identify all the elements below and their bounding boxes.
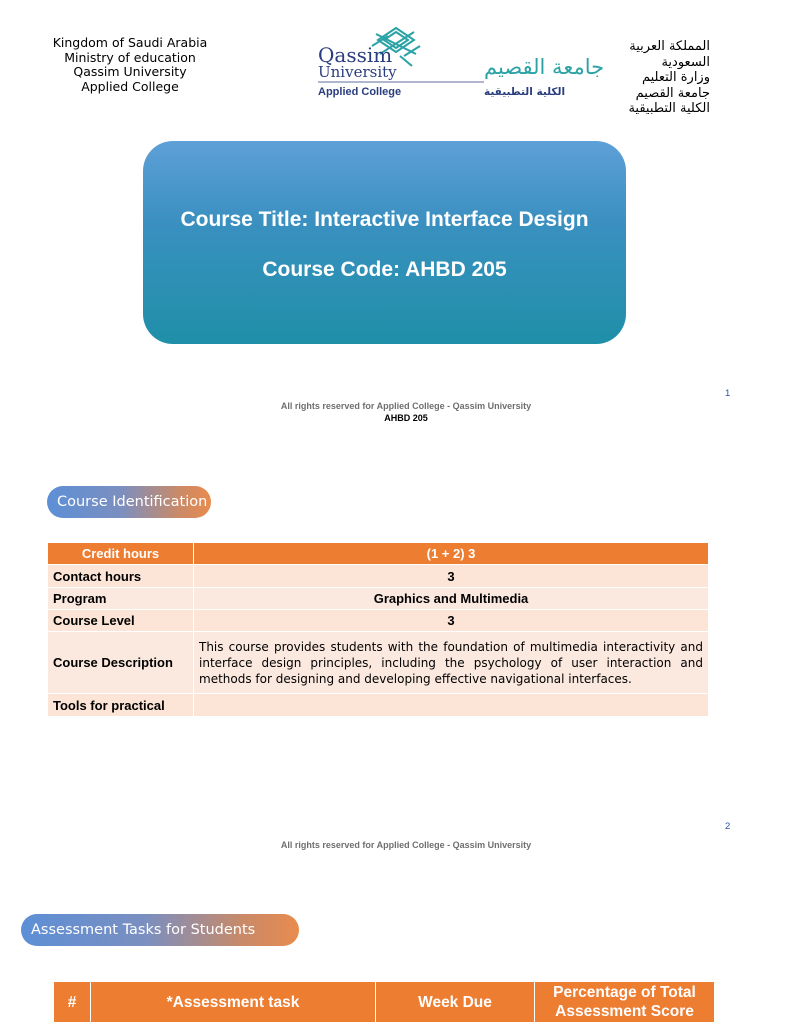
logo-name-line2: University: [318, 63, 397, 81]
table-header-row: [54, 982, 715, 1023]
course-title-card: [143, 141, 626, 344]
header-right-line: الكلية التطبيقية: [628, 101, 710, 116]
course-description-value: This course provides students with the foundation of multimedia interactivity and interface design principles, including the psychology of user interaction and methods for designing and developing effective navigational interfaces.: [194, 632, 709, 694]
header-right-line: وزارة التعليم: [641, 70, 710, 85]
column-header-assessment-task: *Assessment task: [91, 982, 376, 1023]
assessment-tasks-table: [53, 981, 715, 1023]
program-label: Program: [48, 588, 194, 610]
course-level-value: 3: [194, 610, 709, 632]
section-pill-course-identification: Course Identification: [47, 486, 211, 518]
header-left-block: [30, 36, 230, 94]
table-row: [48, 565, 709, 588]
header-left-line: Kingdom of Saudi Arabia: [52, 35, 208, 50]
logo-name-line1: Qassim: [318, 43, 393, 67]
footer-rights: All rights reserved for Applied College - Qassim University: [280, 401, 532, 411]
header-left-line: Qassim University: [73, 64, 187, 80]
header-right-block: [590, 39, 710, 117]
program-value: Graphics and Multimedia: [194, 588, 709, 610]
course-description-label: Course Description: [48, 632, 194, 694]
page-number: 2: [725, 821, 731, 832]
logo-arabic-name: جامعة القصيم: [484, 55, 605, 79]
qassim-university-logo: [316, 26, 605, 102]
tools-value: [194, 694, 709, 717]
table-row: [48, 610, 709, 632]
header-right-line: المملكة العربية: [629, 39, 710, 54]
credit-hours-label: Credit hours: [48, 543, 194, 565]
page-number: 1: [725, 388, 731, 399]
section-pill-assessment-tasks: Assessment Tasks for Students: [21, 914, 299, 946]
header-left-line: Applied College: [81, 78, 179, 94]
logo-subtitle-en: Applied College: [318, 86, 402, 98]
tools-label: Tools for practical: [48, 694, 194, 717]
table-row: [48, 632, 709, 694]
course-title: Course Title: Interactive Interface Design: [180, 208, 589, 231]
logo-graphic: [316, 26, 605, 102]
contact-hours-label: Contact hours: [48, 565, 194, 588]
column-header-number: #: [54, 982, 91, 1023]
table-row: [48, 694, 709, 717]
footer-rights: All rights reserved for Applied College - Qassim University: [280, 840, 532, 850]
header-right-line: السعودية: [661, 54, 710, 70]
course-code: Course Code: AHBD 205: [262, 258, 507, 281]
contact-hours-value: 3: [194, 565, 709, 588]
table-row: [48, 588, 709, 610]
header-left-line: Ministry of education: [64, 49, 196, 65]
logo-subtitle-ar: الكلية التطبيقية: [484, 86, 566, 98]
footer-course-code: AHBD 205: [384, 413, 428, 423]
course-level-label: Course Level: [48, 610, 194, 632]
course-identification-table: [47, 542, 709, 717]
table-row: [48, 543, 709, 565]
credit-hours-value: (1 + 2) 3: [194, 543, 709, 565]
column-header-week-due: Week Due: [376, 982, 535, 1023]
column-header-percentage: Percentage of Total Assessment Score: [535, 982, 715, 1023]
header-right-line: جامعة القصيم: [635, 85, 710, 101]
